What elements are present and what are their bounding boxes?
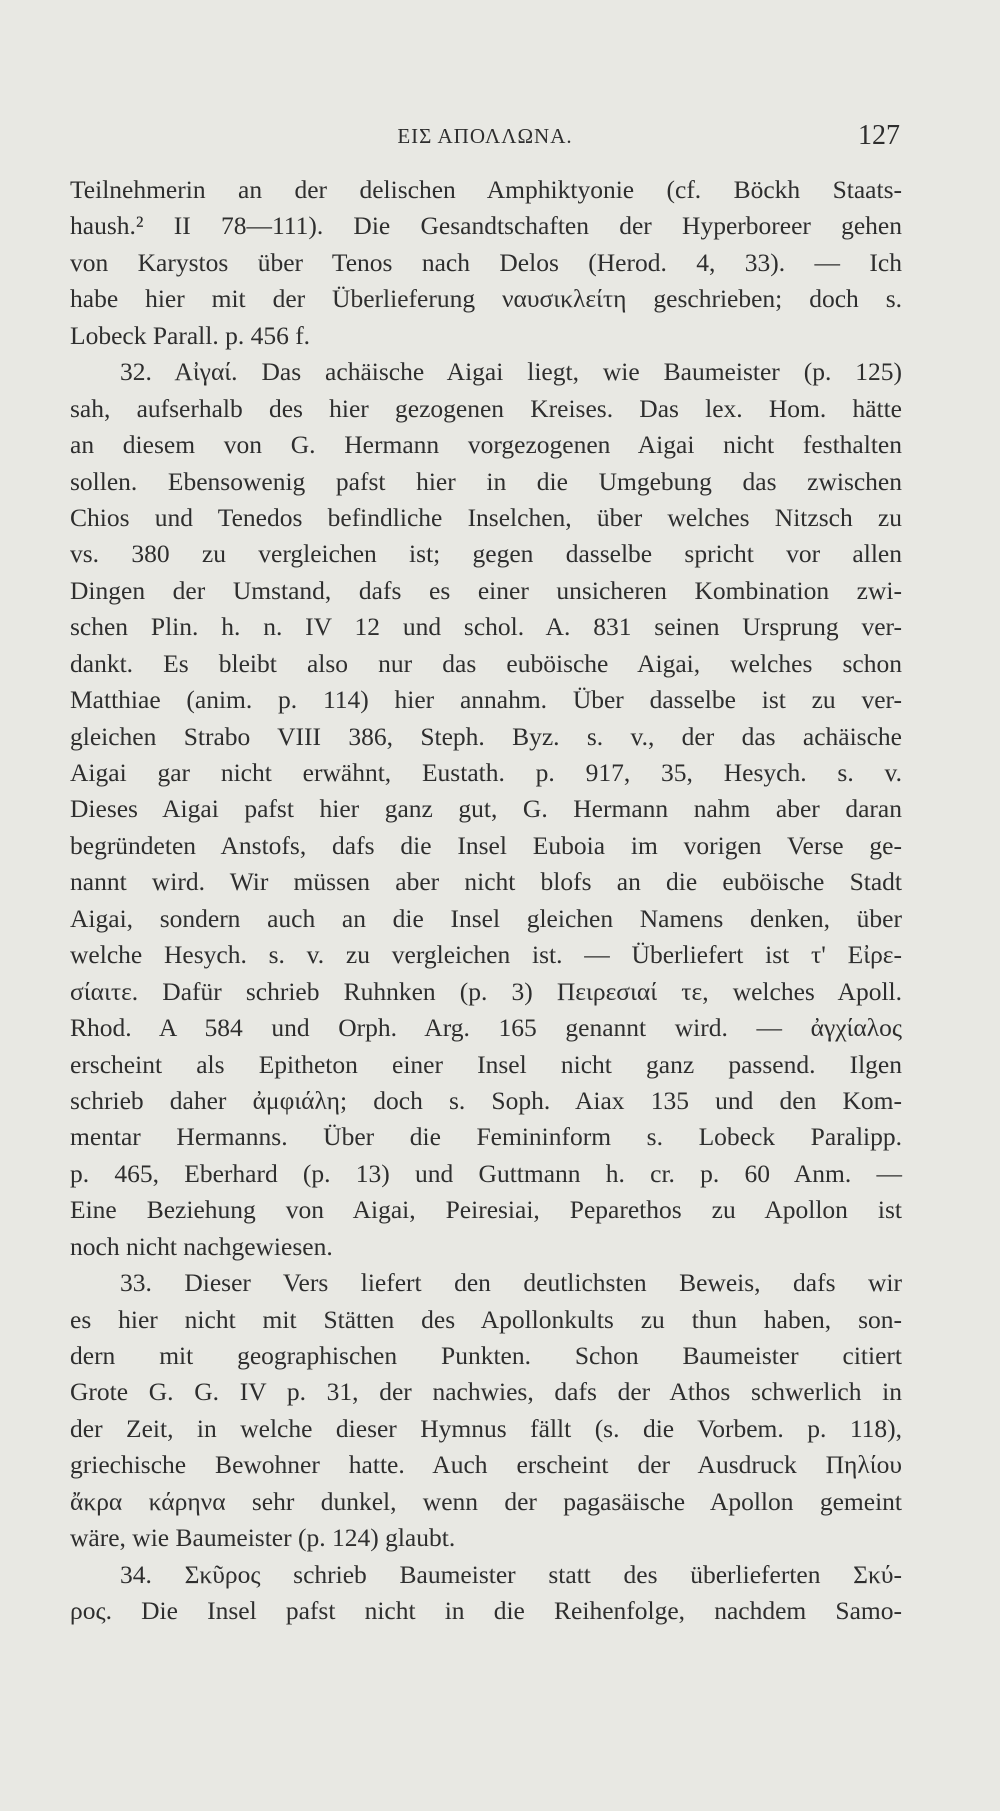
- text-line: ἄκρα κάρηνα sehr dunkel, wenn der pagasäische Apollon gemeint: [70, 1486, 902, 1516]
- text-line: dankt. Es bleibt also nur das euböische Aigai, welches schon: [70, 648, 902, 678]
- text-line: Matthiae (anim. p. 114) hier annahm. Über dasselbe ist zu ver-: [70, 685, 902, 715]
- text-line: sollen. Ebensowenig pafst hier in die Umgebung das zwischen: [70, 466, 902, 496]
- text-line: griechische Bewohner hatte. Auch erscheint der Ausdruck Πηλίου: [70, 1450, 902, 1480]
- text-line: von Karystos über Tenos nach Delos (Herod. 4, 33). — Ich: [70, 247, 902, 277]
- text-line: es hier nicht mit Stätten des Apollonkults zu thun haben, son-: [70, 1304, 902, 1334]
- text-line: σίαιτε. Dafür schrieb Ruhnken (p. 3) Πειρεσιαί τε, welches Apoll.: [70, 976, 902, 1006]
- text-line: vs. 380 zu vergleichen ist; gegen dasselbe spricht vor allen: [70, 539, 902, 569]
- text-line: der Zeit, in welche dieser Hymnus fällt (s. die Vorbem. p. 118),: [70, 1413, 902, 1443]
- text-line: haush.² II 78—111). Die Gesandtschaften der Hyperboreer gehen: [70, 211, 902, 241]
- text-line: p. 465, Eberhard (p. 13) und Guttmann h. cr. p. 60 Anm. —: [70, 1158, 902, 1188]
- text-line: Aigai, sondern auch an die Insel gleichen Namens denken, über: [70, 903, 902, 933]
- running-title: ΕΙΣ ΑΠΟΛΛΩΝΑ.: [397, 124, 573, 148]
- page-header: [70, 120, 900, 154]
- text-line: sah, aufserhalb des hier gezogenen Kreises. Das lex. Hom. hätte: [70, 393, 902, 423]
- text-line: begründeten Anstofs, dafs die Insel Euboia im vorigen Verse ge-: [70, 830, 902, 860]
- text-line: Eine Beziehung von Aigai, Peiresiai, Peparethos zu Apollon ist: [70, 1195, 902, 1225]
- text-line: Rhod. A 584 und Orph. Arg. 165 genannt wird. — ἀγχίαλος: [70, 1013, 902, 1043]
- text-line: habe hier mit der Überlieferung ναυσικλείτη geschrieben; doch s.: [70, 284, 902, 314]
- text-line: schen Plin. h. n. IV 12 und schol. A. 831 seinen Ursprung ver-: [70, 612, 902, 642]
- text-line: erscheint als Epitheton einer Insel nicht ganz passend. Ilgen: [70, 1049, 902, 1079]
- text-line: Grote G. G. IV p. 31, der nachwies, dafs der Athos schwerlich in: [70, 1377, 902, 1407]
- text-line: wäre, wie Baumeister (p. 124) glaubt.: [70, 1523, 456, 1553]
- page-number: 127: [858, 120, 900, 151]
- text-line: gleichen Strabo VIII 386, Steph. Byz. s. v., der das achäische: [70, 721, 902, 751]
- text-line: Dieses Aigai pafst hier ganz gut, G. Hermann nahm aber daran: [70, 794, 902, 824]
- text-line: dern mit geographischen Punkten. Schon Baumeister citiert: [70, 1341, 902, 1370]
- text-line: an diesem von G. Hermann vorgezogenen Aigai nicht festhalten: [70, 430, 902, 460]
- text-line: 34. Σκῦρος schrieb Baumeister statt des überlieferten Σκύ-: [120, 1559, 902, 1589]
- text-line: 32. Αἰγαί. Das achäische Aigai liegt, wie Baumeister (p. 125): [120, 357, 902, 387]
- text-line: 33. Dieser Vers liefert den deutlichsten Beweis, dafs wir: [120, 1268, 902, 1298]
- text-line: nannt wird. Wir müssen aber nicht blofs an die euböische Stadt: [70, 867, 902, 897]
- text-line: Chios und Tenedos befindliche Inselchen, über welches Nitzsch zu: [70, 502, 902, 532]
- text-line: Dingen der Umstand, dafs es einer unsicheren Kombination zwi-: [70, 575, 902, 605]
- text-line: mentar Hermanns. Über die Femininform s. Lobeck Paralipp.: [70, 1122, 902, 1152]
- text-line: Teilnehmerin an der delischen Amphiktyonie (cf. Böckh Staats-: [70, 175, 902, 204]
- text-line: noch nicht nachgewiesen.: [70, 1231, 333, 1261]
- text-line: ρος. Die Insel pafst nicht in die Reihenfolge, nachdem Samo-: [70, 1596, 902, 1626]
- text-line: Lobeck Parall. p. 456 f.: [70, 320, 311, 350]
- body-text: [70, 172, 902, 1630]
- text-line: Aigai gar nicht erwähnt, Eustath. p. 917, 35, Hesych. s. v.: [70, 758, 902, 787]
- text-line: schrieb daher ἀμφιάλη; doch s. Soph. Aiax 135 und den Kom-: [70, 1085, 902, 1115]
- text-line: welche Hesych. s. v. zu vergleichen ist. — Überliefert ist τ' Εἰρε-: [70, 940, 902, 970]
